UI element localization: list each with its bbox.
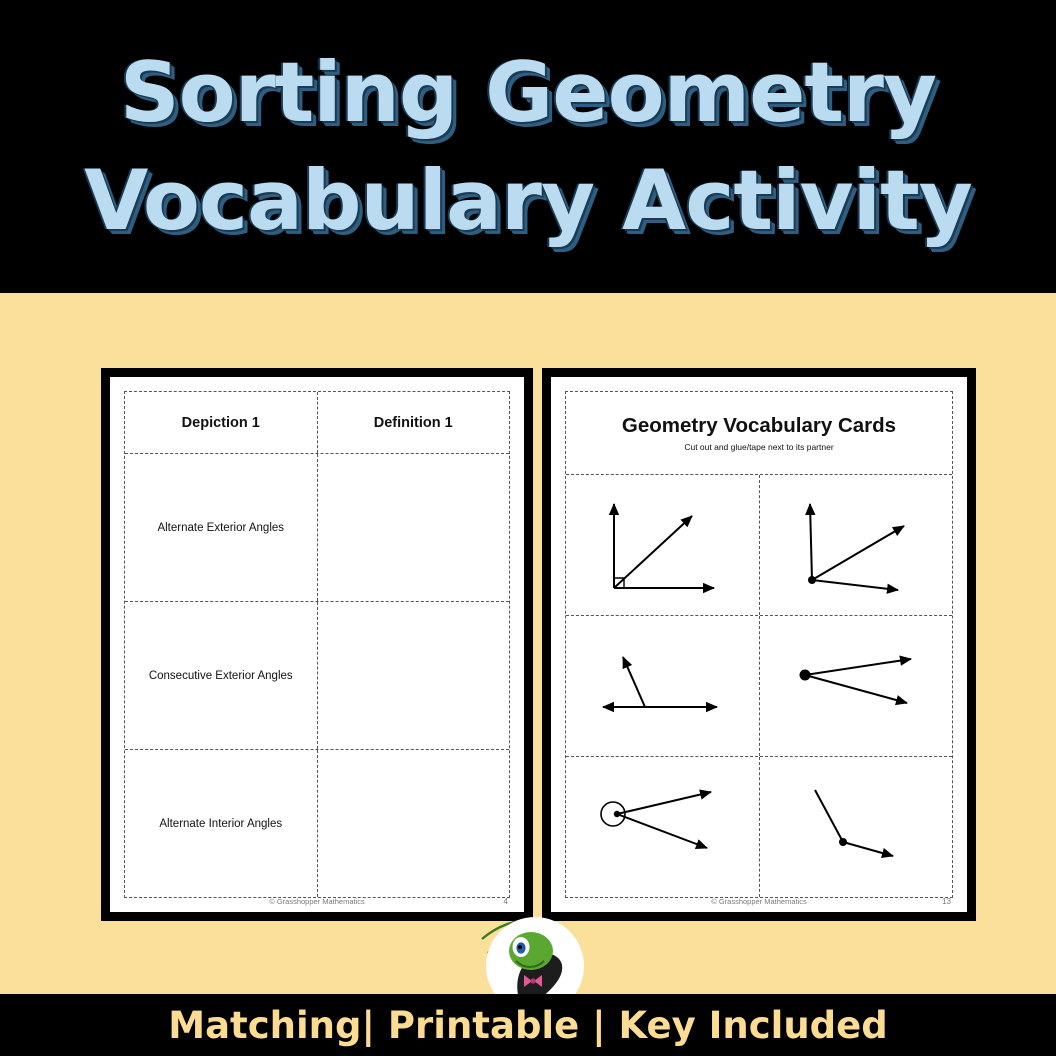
cell-definition-blank[interactable] [318, 454, 510, 601]
vocab-card[interactable] [760, 757, 953, 897]
copyright-notice: © Grasshopper Mathematics [269, 897, 365, 906]
worksheet-page-right [542, 368, 976, 921]
cards-subtitle: Cut out and glue/tape next to its partner [684, 442, 834, 452]
vocab-card[interactable] [566, 757, 760, 897]
title-banner [0, 0, 1056, 293]
page-title-line-2: Vocabulary Activity [84, 151, 972, 249]
table-row [125, 454, 509, 602]
right-angle-diagram [592, 488, 732, 603]
page-number: 4 [503, 897, 508, 906]
worksheet-page-left [101, 368, 533, 921]
circled-vertex-angle-diagram [587, 772, 737, 882]
page-footer-left [126, 897, 508, 906]
cards-row [566, 616, 952, 757]
cell-depiction-term[interactable]: Consecutive Exterior Angles [125, 602, 318, 749]
copyright-notice: © Grasshopper Mathematics [711, 897, 807, 906]
cards-title: Geometry Vocabulary Cards [621, 414, 897, 437]
cards-row [566, 757, 952, 897]
reflex-bend-angle-diagram [781, 772, 931, 882]
vocabulary-cards-grid [566, 475, 952, 897]
page-title-line-1: Sorting Geometry [119, 44, 937, 142]
vertex-point-angle-diagram [781, 631, 931, 741]
table-row [125, 602, 509, 750]
cell-definition-blank[interactable] [318, 750, 510, 897]
cards-header [566, 392, 952, 475]
vocab-card[interactable] [566, 475, 760, 615]
cell-depiction-term[interactable]: Alternate Interior Angles [125, 750, 318, 897]
acute-angle-diagram [786, 488, 926, 603]
sorting-table [125, 392, 509, 897]
vocab-card[interactable] [566, 616, 760, 756]
footer-tagline: Matching| Printable | Key Included [168, 1003, 888, 1047]
footer-banner [0, 994, 1056, 1056]
obtuse-angle-diagram [587, 631, 737, 741]
table-header-row [125, 392, 509, 454]
page-footer-right [567, 897, 951, 906]
worksheet-right-content [565, 391, 953, 898]
column-header-depiction: Depiction 1 [125, 392, 318, 453]
column-header-definition: Definition 1 [373, 414, 453, 431]
cell-definition-blank[interactable] [318, 602, 510, 749]
table-row [125, 750, 509, 897]
cards-row [566, 475, 952, 616]
cell-depiction-term[interactable]: Alternate Exterior Angles [125, 454, 318, 601]
page-number: 13 [942, 897, 951, 906]
worksheet-left-content [124, 391, 510, 898]
vocab-card[interactable] [760, 616, 953, 756]
vocab-card[interactable] [760, 475, 953, 615]
